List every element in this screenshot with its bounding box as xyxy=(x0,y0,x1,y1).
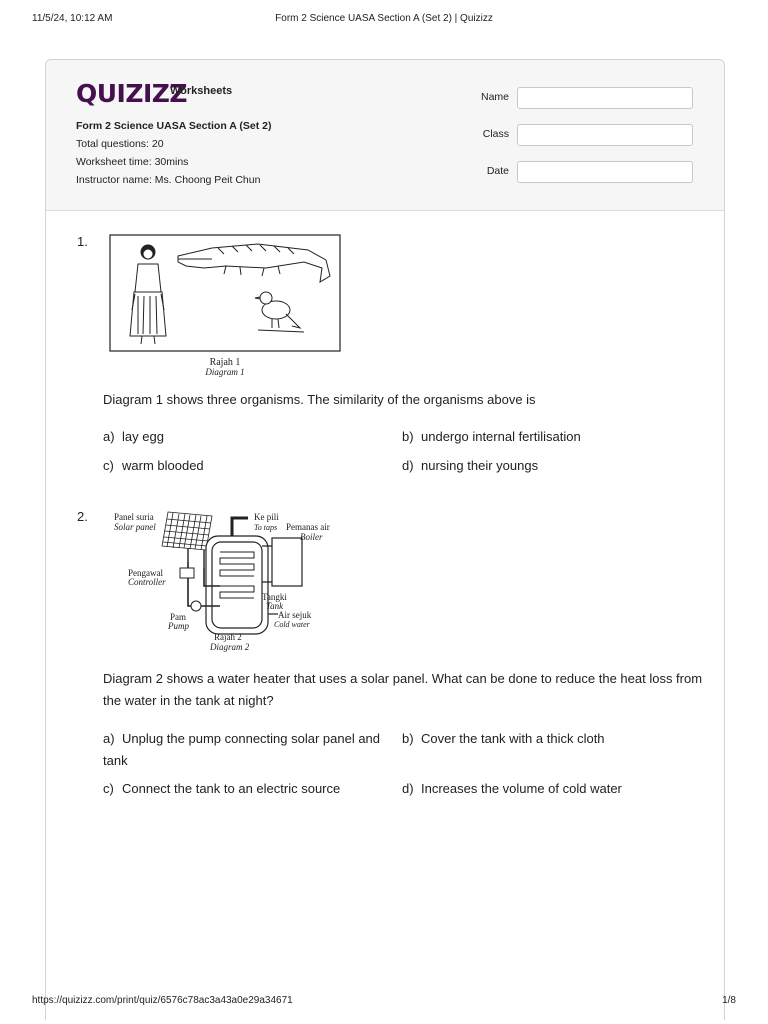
question-1-option-a[interactable] xyxy=(103,426,393,448)
boiler-label-en: Boiler xyxy=(300,532,323,542)
name-label: Name xyxy=(480,91,509,103)
print-url: https://quizizz.com/print/quiz/6576c78ac3a43a0e29a34671 xyxy=(32,995,293,1006)
tank-label-ms: Tangki xyxy=(262,592,287,602)
taps-label-en: To taps xyxy=(254,523,278,532)
cold-label-ms: Air sejuk xyxy=(278,610,312,620)
instructor-name: Instructor name: Ms. Choong Peit Chun xyxy=(76,174,261,186)
option-letter: a) xyxy=(103,429,115,444)
class-field[interactable] xyxy=(517,124,693,146)
date-field[interactable] xyxy=(517,161,693,183)
solar-label-ms: Panel suria xyxy=(114,512,154,522)
option-text: Increases the volume of cold water xyxy=(421,781,622,796)
print-title: Form 2 Science UASA Section A (Set 2) | Quizizz xyxy=(275,13,493,24)
question-2-option-b[interactable] xyxy=(402,728,702,750)
question-2-option-c[interactable] xyxy=(103,778,393,800)
solar-panel-figure xyxy=(162,512,212,568)
option-text: lay egg xyxy=(122,429,164,444)
print-datetime: 11/5/24, 10:12 AM xyxy=(32,13,113,24)
option-letter: b) xyxy=(402,731,414,746)
question-1-number: 1. xyxy=(77,234,88,249)
option-text: Cover the tank with a thick cloth xyxy=(421,731,605,746)
question-2-diagram xyxy=(110,506,350,654)
option-letter: c) xyxy=(103,458,114,473)
option-letter: d) xyxy=(402,458,414,473)
cold-label-en: Cold water xyxy=(274,620,310,629)
diagram-1-caption-en: Diagram 1 xyxy=(205,367,245,377)
question-2-option-d[interactable] xyxy=(402,778,702,800)
question-2-number: 2. xyxy=(77,509,88,524)
controller-label-en: Controller xyxy=(128,577,166,587)
option-letter: b) xyxy=(402,429,414,444)
solar-label-en: Solar panel xyxy=(114,522,156,532)
option-letter: d) xyxy=(402,781,414,796)
question-1-diagram xyxy=(108,232,344,378)
total-questions: Total questions: 20 xyxy=(76,138,164,150)
question-1-option-c[interactable] xyxy=(103,455,393,477)
worksheet-time: Worksheet time: 30mins xyxy=(76,156,189,168)
worksheet-title: Form 2 Science UASA Section A (Set 2) xyxy=(76,120,272,132)
question-2-text: Diagram 2 shows a water heater that uses a solar panel. What can be done to reduce the heat loss from the water in the tank at night? xyxy=(103,671,703,708)
worksheets-label: Worksheets xyxy=(170,85,233,97)
option-text: warm blooded xyxy=(122,458,204,473)
question-2-option-a[interactable] xyxy=(103,728,399,772)
option-text: nursing their youngs xyxy=(421,458,539,473)
option-text: Unplug the pump connecting solar panel and tank xyxy=(103,731,381,768)
question-1-text: Diagram 1 shows three organisms. The similarity of the organisms above is xyxy=(103,392,536,407)
diagram-2-caption-ms: Rajah 2 xyxy=(214,632,242,642)
worksheet-sheet xyxy=(45,59,725,1020)
diagram-1-caption-ms: Rajah 1 xyxy=(209,357,241,368)
question-1-option-b[interactable] xyxy=(402,426,702,448)
tank-label-en: Tank xyxy=(266,601,284,611)
taps-label-ms: Ke pili xyxy=(254,512,279,522)
controller-label-ms: Pengawal xyxy=(128,568,163,578)
page-number: 1/8 xyxy=(722,995,736,1006)
pump-label-en: Pump xyxy=(168,621,189,631)
pump-label-ms: Pam xyxy=(170,612,187,622)
class-label: Class xyxy=(482,128,509,140)
boiler-label-ms: Pemanas air xyxy=(286,522,330,532)
name-field[interactable] xyxy=(517,87,693,109)
worksheet-header xyxy=(46,60,724,211)
option-letter: a) xyxy=(103,731,115,746)
question-1-option-d[interactable] xyxy=(402,455,702,477)
date-label: Date xyxy=(486,165,509,177)
option-text: Connect the tank to an electric source xyxy=(122,781,341,796)
option-text: undergo internal fertilisation xyxy=(421,429,581,444)
quizizz-logo: QUIZIZZ xyxy=(76,79,188,108)
option-letter: c) xyxy=(103,781,114,796)
diagram-2-caption-en: Diagram 2 xyxy=(210,642,250,652)
